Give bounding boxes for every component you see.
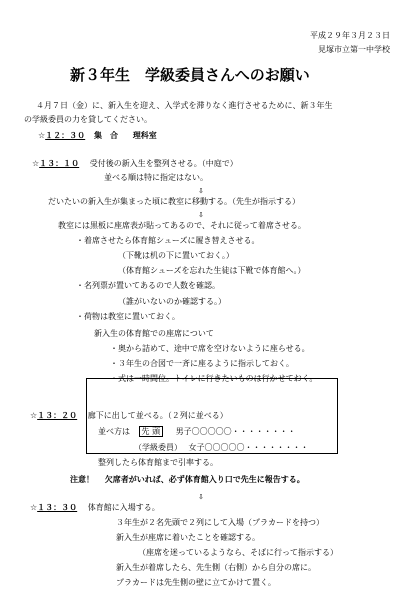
order-label: 並べ方は: [98, 427, 130, 436]
down-arrow-icon: ⇩: [198, 493, 204, 501]
line-girls: [134, 442, 309, 453]
text-1330: 体育館に入場する。: [87, 503, 160, 512]
notice-item: ・３年生の合図で一斉に座るように指示しておく。: [110, 359, 294, 368]
notice-item: ・式は一時間位。トイレに行きたいものは行かせておく。: [110, 374, 318, 383]
text-1320: 廊下に出して並べる。（２列に並べる）: [87, 411, 228, 420]
issue-date: 平成２９年３月２３日: [310, 31, 390, 40]
star-icon: ☆: [30, 503, 38, 512]
section-1310: [32, 158, 238, 169]
assembly-line: [38, 130, 157, 141]
entry-line-2: 新入生が座席に着いたことを確認する。: [116, 533, 260, 542]
attention-line: [70, 474, 305, 485]
attention-text: 欠席者がいれば、必ず体育館入り口で先生に報告する。: [104, 475, 305, 484]
attention-label: 注意！: [70, 475, 94, 484]
down-arrow-icon: ⇩: [198, 211, 204, 219]
section-1320: [30, 410, 228, 421]
star-icon: ☆: [38, 131, 46, 140]
girls-row: 女子〇〇〇〇〇・・・・・・・・: [188, 443, 309, 452]
bullet-shoes: ・着席させたら体育館シューズに履き替えさせる。: [76, 236, 260, 245]
down-arrow-icon: ⇩: [198, 187, 204, 195]
seating-instruction: 教室には黒板に座席表が貼ってあるので、それに従って着席させる。: [58, 221, 306, 230]
bullet-roster-note: （誰がいないのか確認する。）: [118, 297, 226, 306]
front-box: 先 頭: [139, 426, 164, 437]
intro-line-1: ４月７日（金）に、新入生を迎え、入学式を滞りなく進行させるために、新３年生: [36, 101, 333, 110]
class-rep-label: （学級委員）: [134, 443, 182, 452]
entry-line-5: プラカードは先生側の壁に立てかけて置く。: [116, 578, 276, 587]
notice-item: ・奥から詰めて、途中で席を空けないように座らせる。: [110, 344, 310, 353]
star-icon: ☆: [30, 411, 38, 420]
lead-to-gym: 整列したら体育館まで引率する。: [98, 458, 218, 467]
boys-row: 男子〇〇〇〇〇・・・・・・・・: [175, 427, 296, 436]
entry-line-3: （座席を迷っているようなら、そばに行って指示する）: [138, 548, 338, 557]
assembly-place: 理科室: [132, 131, 157, 140]
line-order: [98, 426, 296, 437]
time-1310: １３：１０: [39, 159, 80, 168]
entry-line-1: ３年生が２名先頭で２列にして入場（プラカードを持つ）: [116, 518, 324, 527]
intro-line-2: の学級委員の力を貸してください。: [24, 115, 152, 124]
bullet-roster: ・名列票が置いてあるので人数を確認。: [76, 281, 220, 290]
time-1320: １３：２０: [37, 411, 78, 420]
assembly-label: 集 合: [93, 131, 118, 140]
order-note: 並べる順は特に指定はない。: [104, 173, 208, 182]
text-1310: 受付後の新入生を整列させる。（中庭で）: [89, 159, 238, 168]
bullet-shoes-note-1: （下靴は机の下に置いておく。）: [118, 251, 234, 260]
entry-line-4: 新入生が着席したら、先生側（右側）から自分の席に。: [116, 563, 316, 572]
move-to-classroom: だいたいの新入生が集まった頃に教室に移動する。（先生が指示する）: [48, 197, 300, 206]
bullet-belongings: ・荷物は教室に置いておく。: [76, 312, 180, 321]
page-title: 新３年生 学級委員さんへのお願い: [70, 66, 310, 84]
notice-heading: 新入生の体育館での座席について: [94, 329, 214, 338]
time-1330: １３：３０: [37, 503, 78, 512]
bullet-shoes-note-2: （体育館シューズを忘れた生徒は下靴で体育館へ。）: [118, 266, 306, 275]
assembly-time: １２：３０: [45, 131, 86, 140]
school-name: 見塚市立第一中学校: [318, 45, 390, 54]
star-icon: ☆: [32, 159, 40, 168]
section-1330: [30, 502, 160, 513]
